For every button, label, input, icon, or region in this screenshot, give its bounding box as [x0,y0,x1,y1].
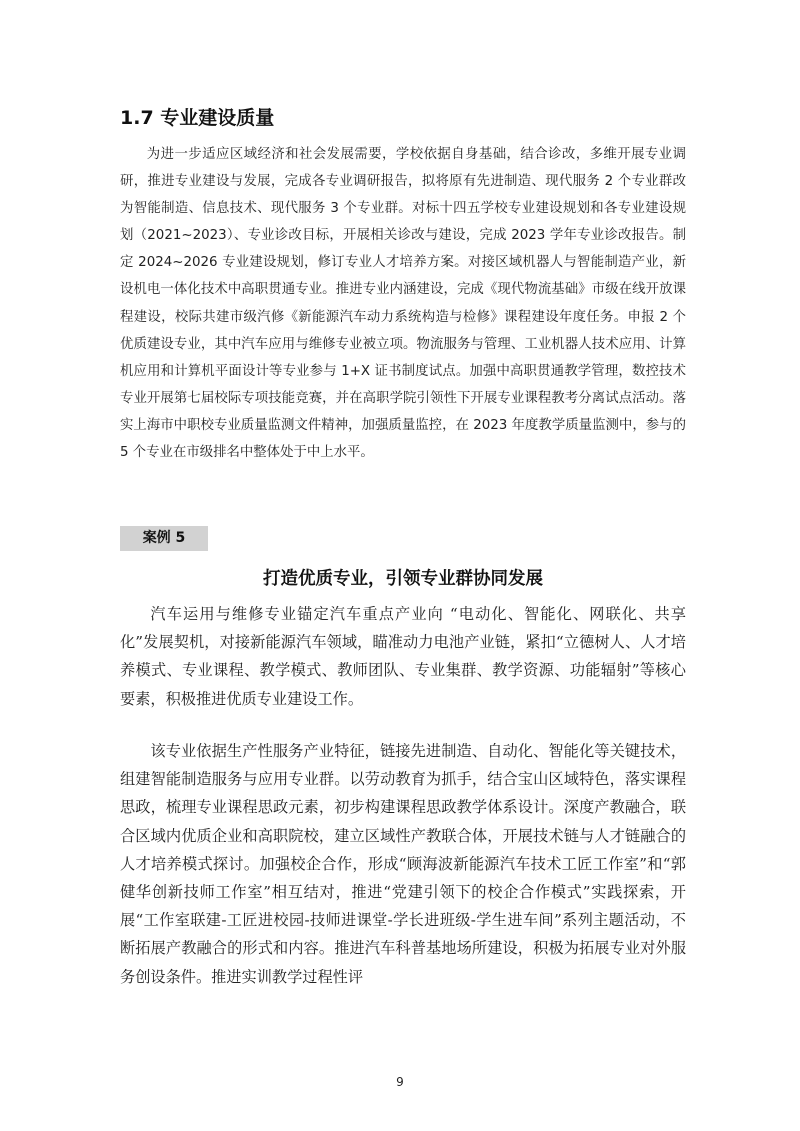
case-paragraph-1: 汽车运用与维修专业锚定汽车重点产业向 “电动化、智能化、网联化、共享化”发展契机，对接新能源汽车领域，瞄准动力电池产业链，紧扣“立德树人、人才培养模式、专业课程、教学模式、教师团队、专业集群、教学资源、功能辐射”等核心要素，积极推进优质专业建设工作。 [120,605,686,708]
section-paragraph: 为进一步适应区域经济和社会发展需要，学校依据自身基础，结合诊改，多维开展专业调研，推进专业建设与发展，完成各专业调研报告，拟将原有先进制造、现代服务 2 个专业群改为智能制造、信息技术、现代服务 3 个专业群。对标十四五学校专业建设规划和各专业建设规划（2021~2023）、专业诊改目标，开展相关诊改与建设，完成 2023 学年专业诊改报告。制定 2024~2026 专业建设规划，修订专业人才培养方案。对接区域机器人与智能制造产业，新设机电一体化技术中高职贯通专业。推进专业内涵建设，完成《现代物流基础》市级在线开放课程建设，校际共建市级汽修《新能源汽车动力系统构造与检修》课程建设年度任务。申报 2 个优质建设专业，其中汽车应用与维修专业被立项。物流服务与管理、工业机器人技术应用、计算机应用和计算机平面设计等专业参与 1+X 证书制度试点。加强中高职贯通教学管理，数控技术专业开展第七届校际专项技能竞赛，并在高职学院引领性下开展专业课程教考分离试点活动。落实上海市中职校专业质量监测文件精神，加强质量监控，在 2023 年度教学质量监测中，参与的 5 个专业在市级排名中整体处于中上水平。 [120,147,686,461]
section-heading: 1.7 专业建设质量 [120,107,275,129]
case-title: 打造优质专业，引领专业群协同发展 [263,569,543,589]
case-label: 案例 5 [120,526,208,551]
case-paragraph-2: 该专业依据生产性服务产业特征，链接先进制造、自动化、智能化等关键技术，组建智能制造服务与应用专业群。以劳动教育为抓手，结合宝山区域特色，落实课程思政，梳理专业课程思政元素，初步构建课程思政教学体系设计。深度产教融合，联合区域内优质企业和高职院校，建立区域性产教联合体，开展技术链与人才链融合的人才培养模式探讨。加强校企合作，形成“顾海波新能源汽车技术工匠工作室”和“郭健华创新技师工作室”相互结对，推进“党建引领下的校企合作模式”实践探索，开展“工作室联建-工匠进校园-技师进课堂-学长进班级-学生进车间”系列主题活动，不断拓展产教融合的形式和内容。推进汽车科普基地场所建设，积极为拓展专业对外服务创设条件。推进实训教学过程性评 [120,742,686,986]
page-number: 9 [396,1075,404,1089]
